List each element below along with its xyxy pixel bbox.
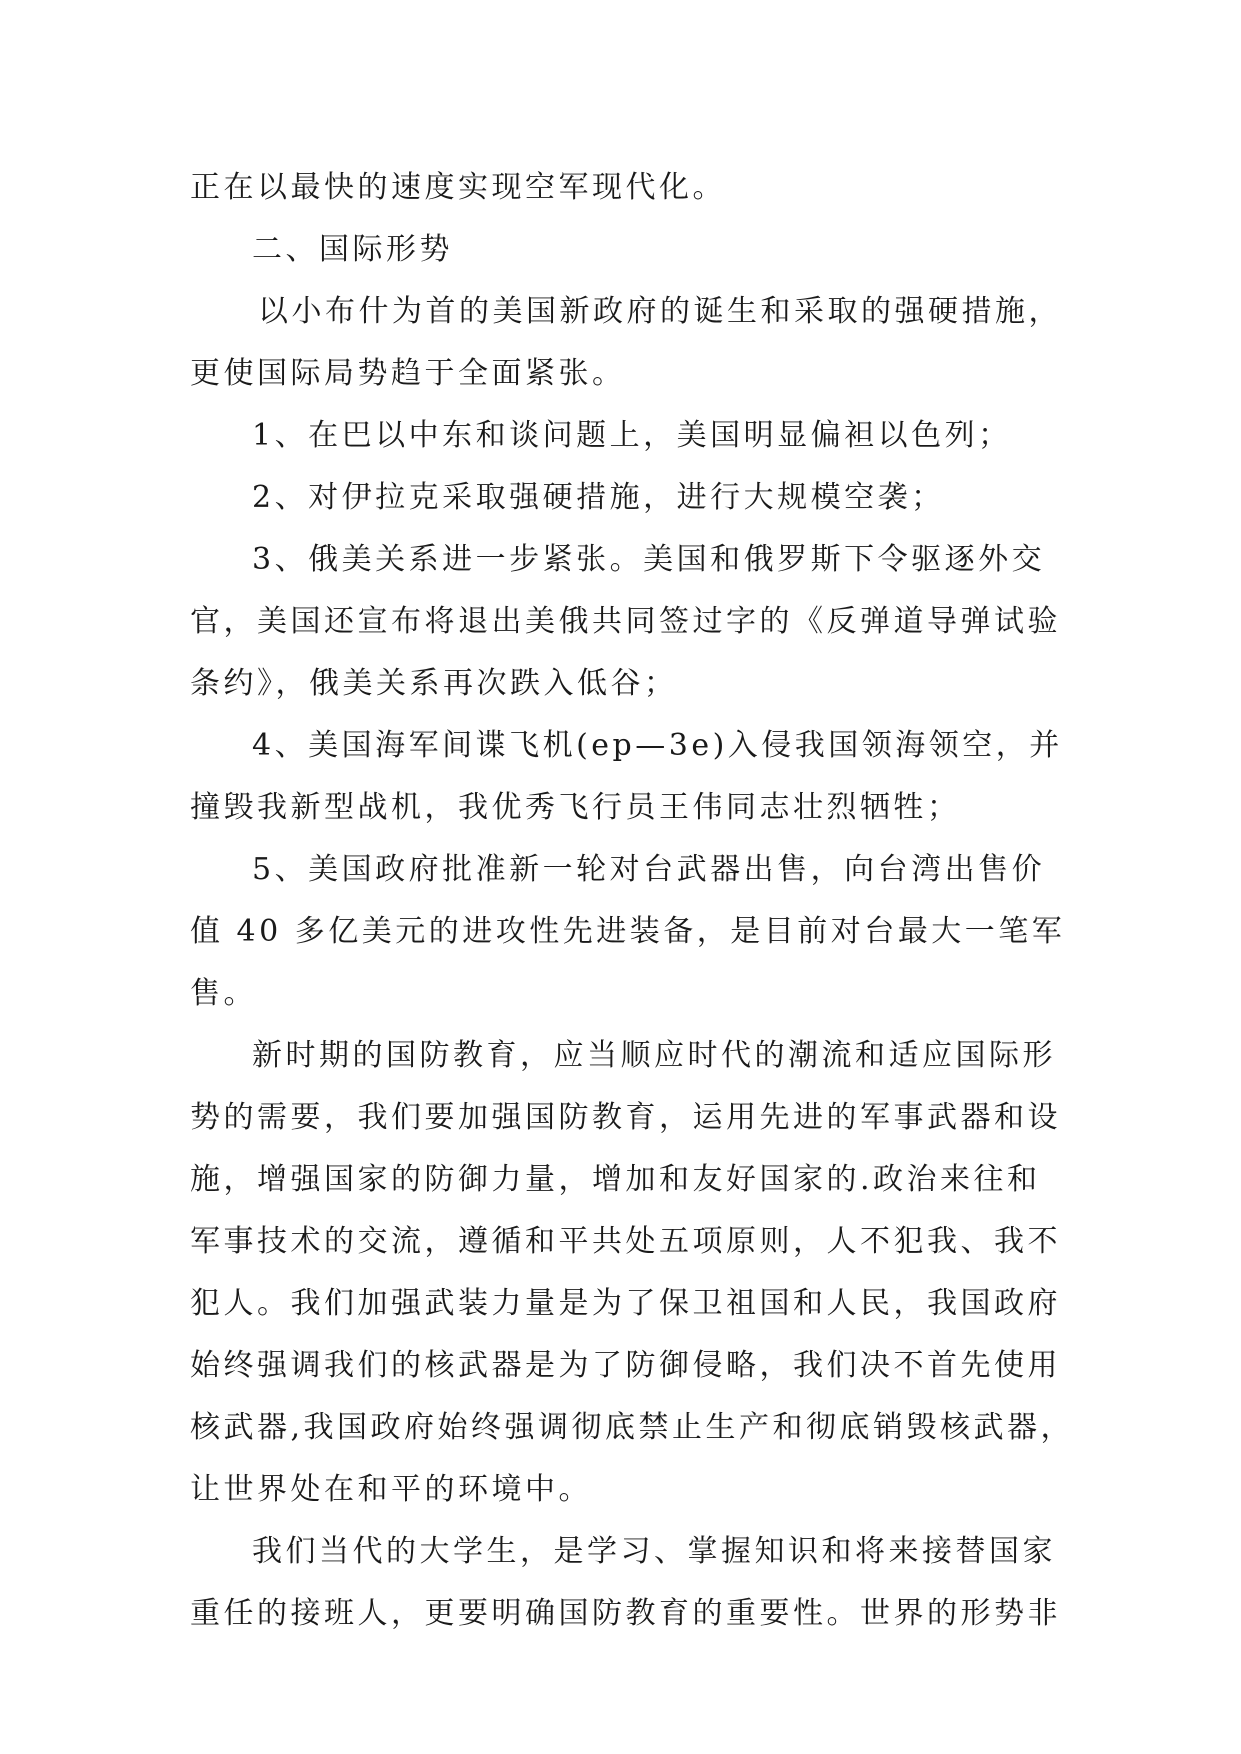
list-item: 4、美国海军间谍飞机(ep—3e)入侵我国领海领空，并 (252, 728, 1063, 763)
text-line: 官，美国还宣布将退出美俄共同签过字的《反弹道导弹试验 (190, 604, 1061, 639)
text-line: 始终强调我们的核武器是为了防御侵略，我们决不首先使用 (190, 1348, 1061, 1383)
text-line: 施，增强国家的防御力量，增加和友好国家的.政治来往和 (190, 1162, 1041, 1197)
text-line: 军事技术的交流，遵循和平共处五项原则，人不犯我、我不 (190, 1224, 1061, 1259)
text-line: 犯人。我们加强武装力量是为了保卫祖国和人民，我国政府 (190, 1286, 1061, 1321)
text-line: 更使国际局势趋于全面紧张。 (190, 356, 626, 391)
text-line: 势的需要，我们要加强国防教育，运用先进的军事武器和设 (190, 1100, 1061, 1135)
text-line: 正在以最快的速度实现空军现代化。 (190, 170, 726, 205)
text-line: 条约》，俄美关系再次跌入低谷； (190, 666, 678, 701)
text-line: 重任的接班人，更要明确国防教育的重要性。世界的形势非 (190, 1596, 1061, 1631)
text-line: 以小布什为首的美国新政府的诞生和采取的强硬措施， (258, 294, 1062, 329)
text-line: 撞毁我新型战机，我优秀飞行员王伟同志壮烈牺牲； (190, 790, 961, 825)
list-item: 2、对伊拉克采取强硬措施，进行大规模空袭； (252, 480, 945, 515)
body-text (190, 157, 1075, 1645)
list-item: 1、在巴以中东和谈问题上，美国明显偏袒以色列； (252, 418, 1012, 453)
section-heading: 二、国际形势 (252, 232, 453, 267)
text-line: 值 40 多亿美元的进攻性先进装备，是目前对台最大一笔军 (190, 914, 1066, 949)
list-item: 3、俄美关系进一步紧张。美国和俄罗斯下令驱逐外交 (252, 542, 1046, 577)
text-line: 核武器,我国政府始终强调彻底禁止生产和彻底销毁核武器， (190, 1410, 1075, 1445)
paragraph-start: 新时期的国防教育，应当顺应时代的潮流和适应国际形 (252, 1038, 1056, 1073)
paragraph-start: 我们当代的大学生，是学习、掌握知识和将来接替国家 (252, 1534, 1056, 1569)
text-line: 让世界处在和平的环境中。 (190, 1472, 592, 1507)
list-item: 5、美国政府批准新一轮对台武器出售，向台湾出售价 (252, 852, 1046, 887)
text-line: 售。 (190, 976, 257, 1011)
